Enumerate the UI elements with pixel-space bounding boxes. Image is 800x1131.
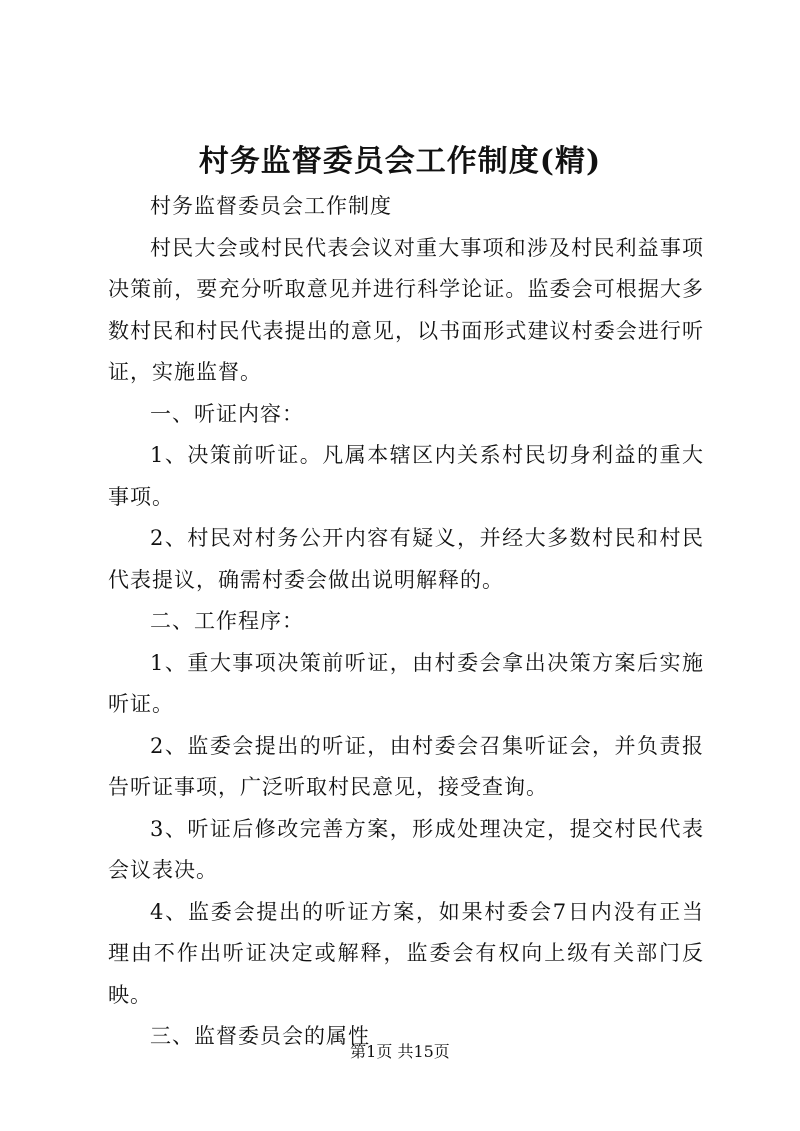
- paragraph-item: 1、决策前听证。凡属本辖区内关系村民切身利益的重大事项。: [108, 443, 704, 509]
- paragraph-subtitle: 村务监督委员会工作制度: [150, 194, 392, 218]
- paragraph-item: 3、听证后修改完善方案，形成处理决定，提交村民代表会议表决。: [108, 816, 704, 882]
- document-body: [108, 186, 704, 1058]
- paragraph-item: 2、村民对村务公开内容有疑义，并经大多数村民和村民代表提议，确需村委会做出说明解释的。: [108, 526, 704, 592]
- paragraph-item: 4、监委会提出的听证方案，如果村委会7日内没有正当理由不作出听证决定或解释，监委会有权向上级有关部门反映。: [108, 899, 704, 1007]
- paragraph-intro: 村民大会或村民代表会议对重大事项和涉及村民利益事项决策前，要充分听取意见并进行科学论证。监委会可根据大多数村民和村民代表提出的意见，以书面形式建议村委会进行听证，实施监督。: [108, 235, 704, 384]
- section-heading-work-procedure: 二、工作程序：: [150, 609, 304, 633]
- section-heading-hearing-content: 一、听证内容：: [150, 401, 304, 426]
- paragraph-item: 2、监委会提出的听证，由村委会召集听证会，并负责报告听证事项，广泛听取村民意见，接受查询。: [108, 733, 704, 799]
- section-heading-committee-attributes: 三、监督委员会的属性: [150, 1024, 370, 1048]
- page-footer: 第1页 共15页: [350, 1042, 450, 1061]
- paragraph-item: 1、重大事项决策前听证，由村委会拿出决策方案后实施听证。: [108, 650, 704, 716]
- document-title: 村务监督委员会工作制度(精): [198, 144, 602, 179]
